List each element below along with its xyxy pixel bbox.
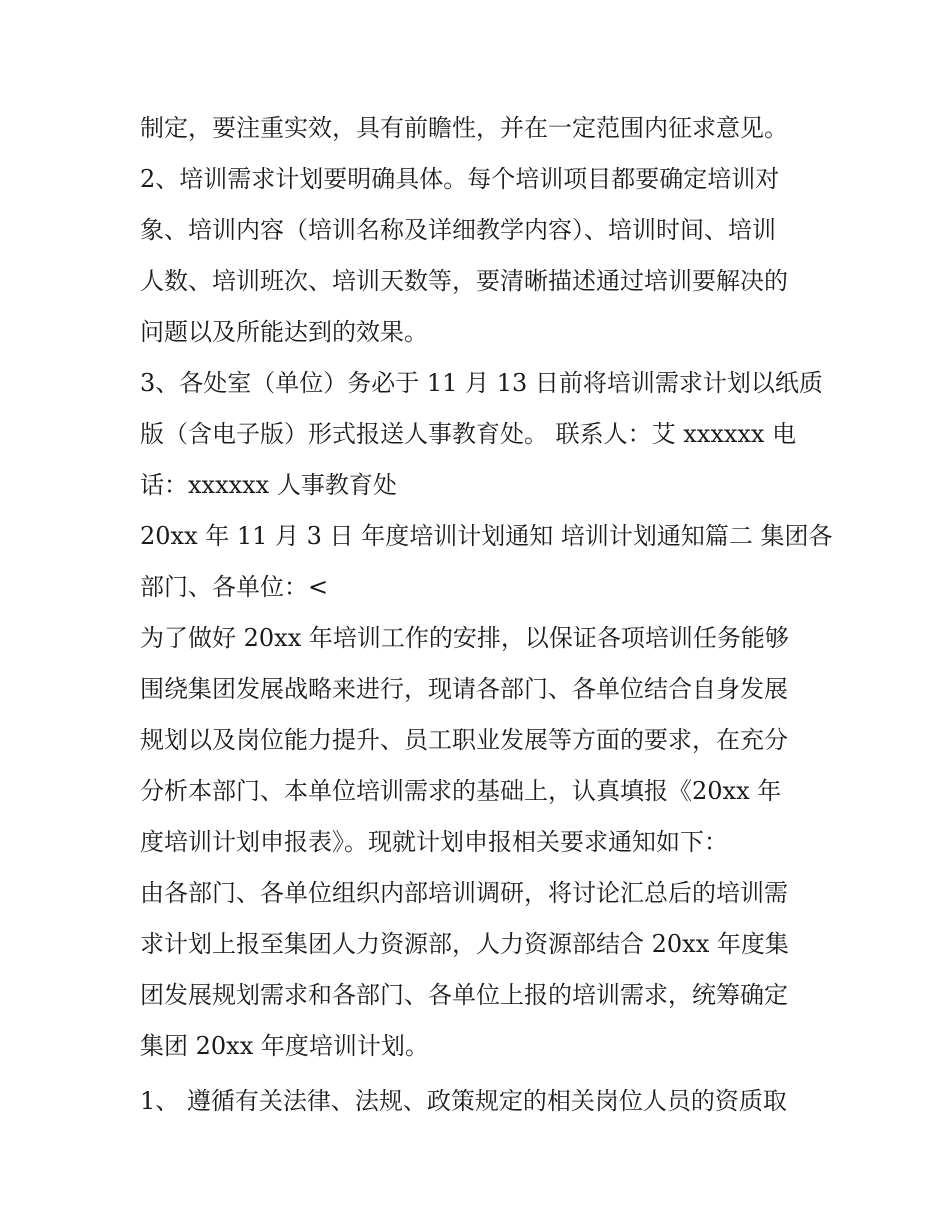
text-line: 集团 20xx 年度培训计划。 <box>140 1032 429 1060</box>
text-line: 度培训计划申报表》。现就计划申报相关要求通知如下： <box>140 828 728 856</box>
text-line: 1、 遵循有关法律、法规、政策规定的相关岗位人员的资质取 <box>140 1087 787 1115</box>
text-line: 分析本部门、本单位培训需求的基础上，认真填报《20xx 年 <box>140 777 782 805</box>
text-line: 3、各处室（单位）务必于 11 月 13 日前将培训需求计划以纸质 <box>140 369 823 397</box>
document-body <box>140 103 833 1127</box>
text-line: 20xx 年 11 月 3 日 年度培训计划通知 培训计划通知篇二 集团各 <box>140 522 833 550</box>
text-line: 版（含电子版）形式报送人事教育处。 联系人：艾 xxxxxx 电 <box>140 420 797 448</box>
text-line: 为了做好 20xx 年培训工作的安排，以保证各项培训任务能够 <box>140 624 789 652</box>
text-line: 制定，要注重实效，具有前瞻性，并在一定范围内征求意见。 <box>140 114 788 142</box>
text-line: 人数、培训班次、培训天数等，要清晰描述通过培训要解决的 <box>140 267 788 295</box>
text-line: 话：xxxxxx 人事教育处 <box>140 471 397 499</box>
text-line: 2、培训需求计划要明确具体。每个培训项目都要确定培训对 <box>140 165 780 193</box>
text-line: 规划以及岗位能力提升、员工职业发展等方面的要求，在充分 <box>140 726 788 754</box>
text-line: 团发展规划需求和各部门、各单位上报的培训需求，统筹确定 <box>140 981 788 1009</box>
text-line: 部门、各单位：< <box>140 573 329 601</box>
text-line: 由各部门、各单位组织内部培训调研，将讨论汇总后的培训需 <box>140 879 788 907</box>
text-line: 问题以及所能达到的效果。 <box>140 318 428 346</box>
text-line: 象、培训内容（培训名称及详细教学内容）、培训时间、培训 <box>140 216 776 244</box>
text-line: 围绕集团发展战略来进行，现请各部门、各单位结合自身发展 <box>140 675 788 703</box>
text-line: 求计划上报至集团人力资源部，人力资源部结合 20xx 年度集 <box>140 930 789 958</box>
